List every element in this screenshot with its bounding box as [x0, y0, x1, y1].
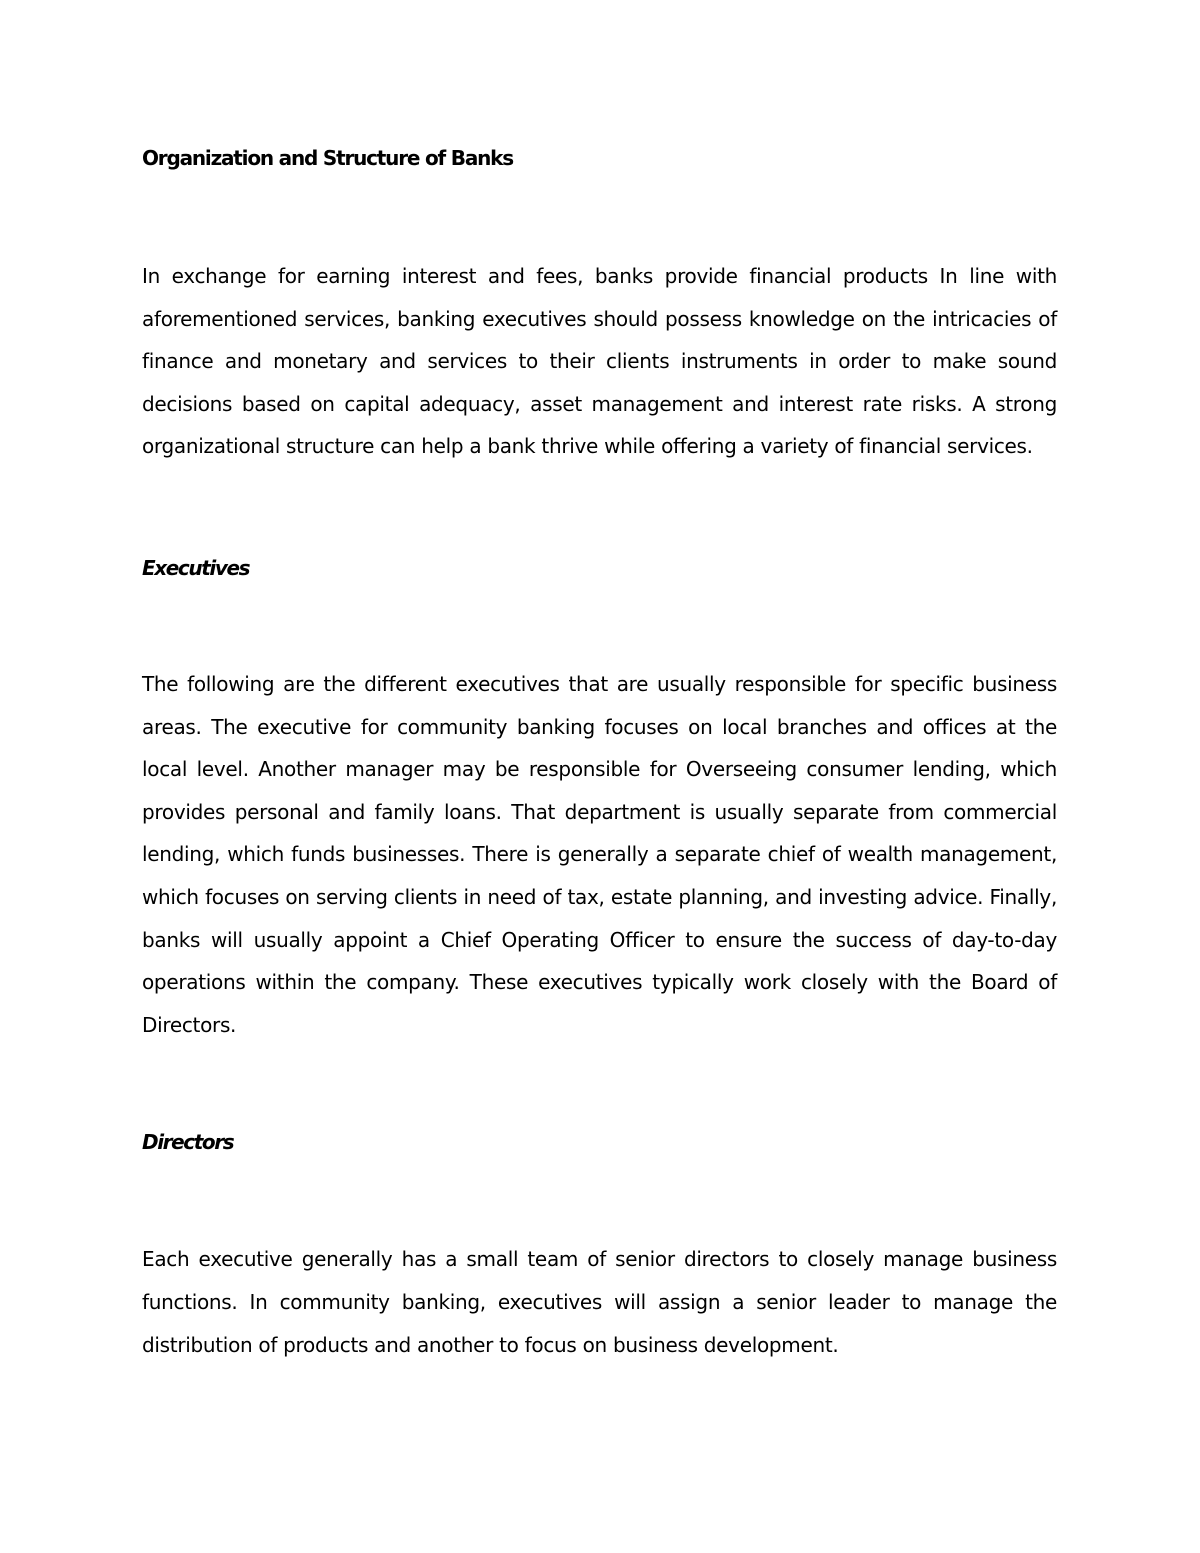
section-paragraph-directors: Each executive generally has a small team of senior directors to closely manage business functions. In community banking, executives will assign a senior leader to manage the distribution of products and another to focus on business development.: [142, 1247, 1057, 1357]
intro-paragraph: In exchange for earning interest and fees, banks provide financial products In line with aforementioned services, banking executives should possess knowledge on the intricacies of finance and monetary and services to their clients instruments in order to make sound decisions based on capital adequacy, asset management and interest rate risks. A strong organizational structure can help a bank thrive while offering a variety of financial services.: [142, 264, 1057, 459]
document-title: Organization and Structure of Banks: [142, 146, 513, 170]
section-paragraph-executives: The following are the different executives that are usually responsible for specific business areas. The executive for community banking focuses on local branches and offices at the local level. Another manager may be responsible for Overseeing consumer lending, which provides personal and family loans. That department is usually separate from commercial lending, which funds businesses. There is generally a separate chief of wealth management, which focuses on serving clients in need of tax, estate planning, and investing advice. Finally, banks will usually appoint a Chief Operating Officer to ensure the success of day-to-day operations within the company. These executives typically work closely with the Board of Directors.: [142, 671, 1057, 1037]
section-heading-directors: Directors: [142, 1130, 234, 1155]
document-body: [142, 142, 1057, 1366]
section-heading-executives: Executives: [142, 555, 250, 580]
